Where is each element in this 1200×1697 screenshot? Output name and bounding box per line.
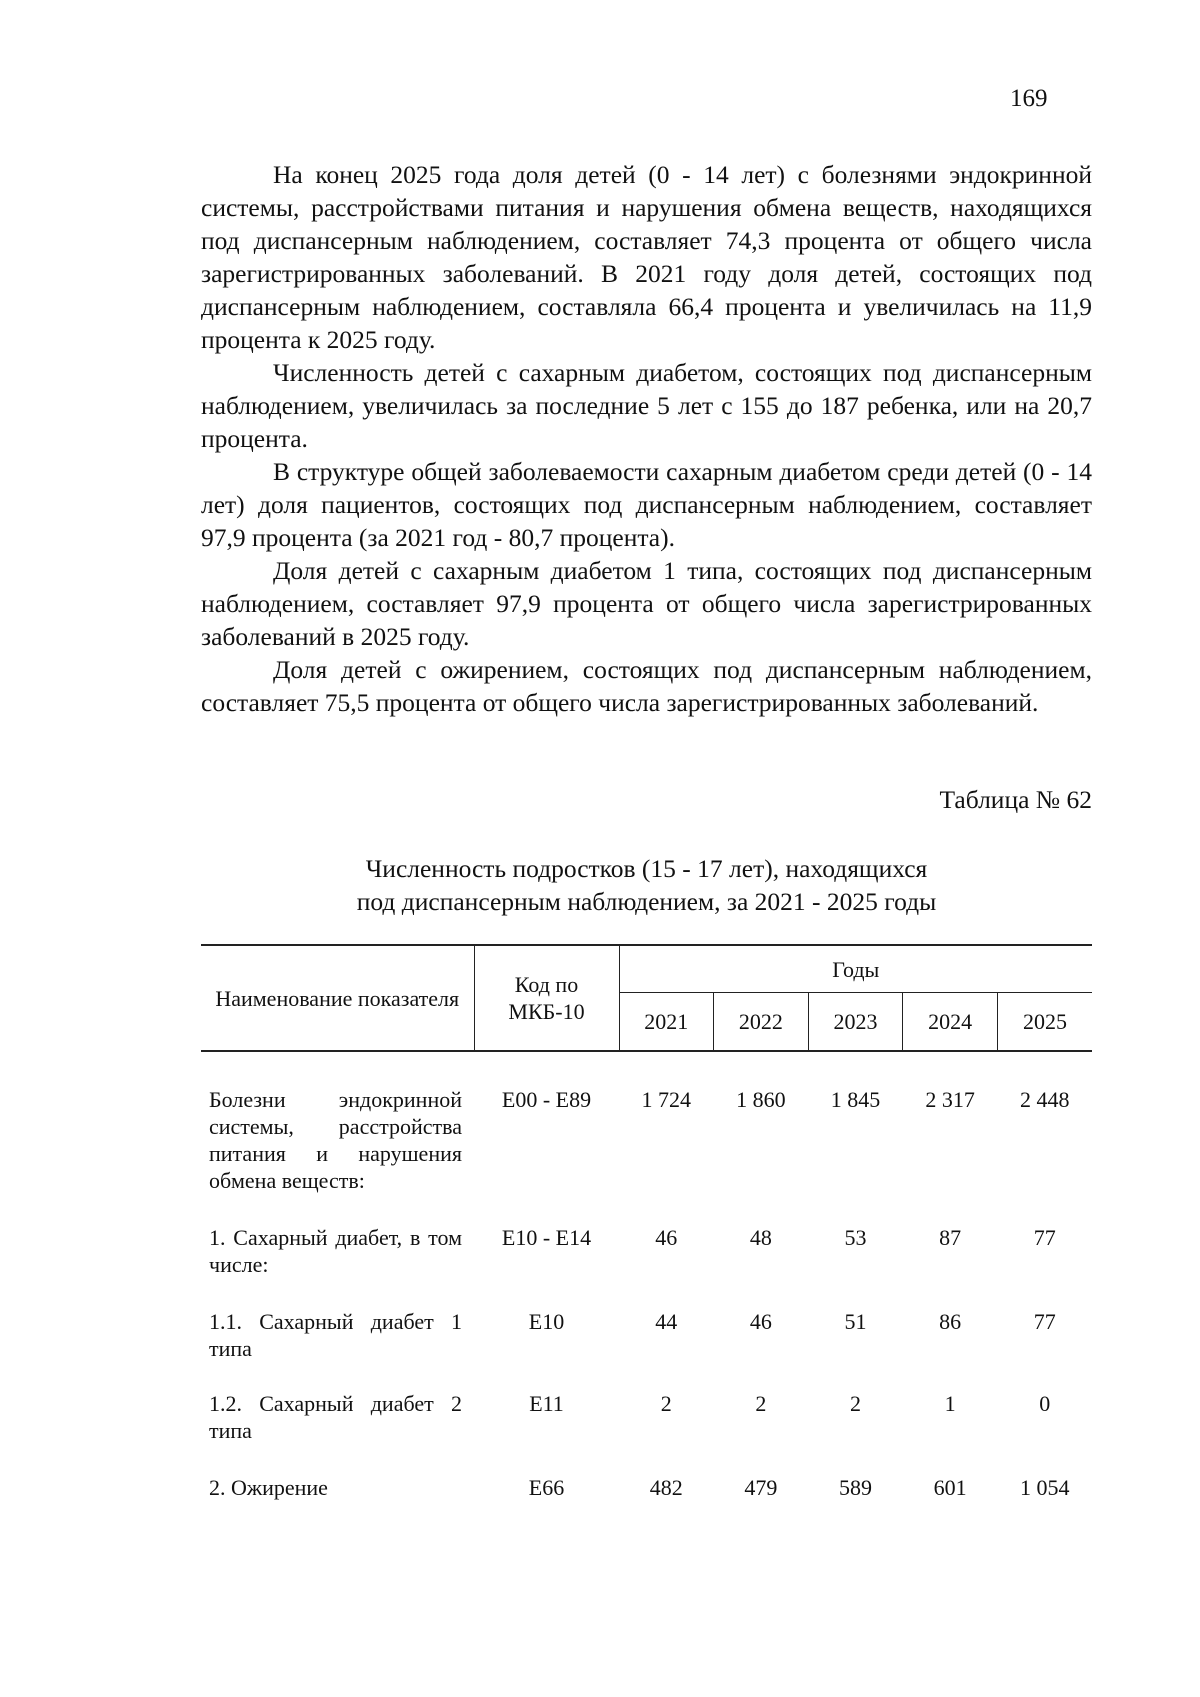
table-title-line: под диспансерным наблюдением, за 2021 - 2025 годы	[356, 887, 937, 916]
row-value: 46	[749, 1309, 772, 1334]
paragraph: В структуре общей заболеваемости сахарным диабетом среди детей (0 - 14 лет) доля пациентов, состоящих под диспансерным наблюдением, составляет 97,9 процента (за 2021 год - 80,7 процента).	[201, 457, 1092, 552]
row-value: 87	[939, 1225, 962, 1250]
row-code: E00 - E89	[501, 1087, 592, 1112]
header-year: 2024	[903, 993, 998, 1052]
table-row	[201, 1308, 1092, 1390]
header-year: 2021	[619, 993, 714, 1052]
row-value: 1 054	[1019, 1475, 1070, 1500]
table-row	[201, 1224, 1092, 1308]
row-name: 1.1. Сахарный диабет 1 типа	[209, 1309, 462, 1361]
row-name: 1. Сахарный диабет, в том числе:	[209, 1225, 462, 1277]
row-value: 2 317	[925, 1087, 975, 1112]
row-value: 2	[849, 1391, 861, 1416]
row-value: 1 860	[736, 1087, 786, 1112]
row-value: 589	[838, 1475, 872, 1500]
table-title	[201, 852, 1092, 918]
row-value: 77	[1033, 1309, 1056, 1334]
row-code: E66	[528, 1475, 565, 1500]
row-value: 44	[655, 1309, 678, 1334]
page-number: 169	[1010, 85, 1048, 112]
header-year: 2025	[997, 993, 1092, 1052]
header-year: 2023	[808, 993, 903, 1052]
row-value: 53	[844, 1225, 867, 1250]
row-value: 51	[844, 1309, 867, 1334]
row-value: 479	[744, 1475, 778, 1500]
paragraph: Доля детей с сахарным диабетом 1 типа, состоящих под диспансерным наблюдением, составляет 97,9 процента от общего числа зарегистрированных заболеваний в 2025 году.	[201, 556, 1092, 651]
row-name: 1.2. Сахарный диабет 2 типа	[209, 1391, 462, 1443]
row-name: 2. Ожирение	[209, 1475, 328, 1500]
row-value: 2 448	[1019, 1087, 1070, 1112]
row-code: E10	[528, 1309, 565, 1334]
table-body	[201, 1051, 1092, 1511]
row-value: 48	[749, 1225, 772, 1250]
header-year: 2022	[714, 993, 809, 1052]
header-name: Наименование показателя	[201, 945, 474, 1051]
row-name: Болезни эндокринной системы, расстройства питания и нарушения обмена веществ:	[209, 1087, 462, 1193]
body-text	[201, 158, 1092, 719]
table-row	[201, 1051, 1092, 1224]
row-value: 0	[1039, 1391, 1051, 1416]
table-header	[201, 945, 1092, 1051]
row-value: 601	[933, 1475, 967, 1500]
row-value: 2	[660, 1391, 672, 1416]
row-code: E10 - E14	[501, 1225, 592, 1250]
table-row	[201, 1474, 1092, 1511]
row-value: 2	[755, 1391, 767, 1416]
paragraph: Численность детей с сахарным диабетом, состоящих под диспансерным наблюдением, увеличилась за последние 5 лет с 155 до 187 ребенка, или на 20,7 процента.	[201, 358, 1092, 453]
paragraph: Доля детей с ожирением, состоящих под диспансерным наблюдением, составляет 75,5 процента от общего числа зарегистрированных заболеваний.	[201, 655, 1092, 717]
table-title-line: Численность подростков (15 - 17 лет), находящихся	[365, 854, 928, 883]
row-value: 1	[944, 1391, 956, 1416]
row-value: 1 724	[641, 1087, 692, 1112]
header-years-group: Годы	[619, 945, 1092, 993]
row-value: 46	[655, 1225, 678, 1250]
row-value: 482	[649, 1475, 683, 1500]
row-code: E11	[529, 1391, 564, 1416]
header-code: Код по МКБ-10	[474, 945, 619, 1051]
paragraph: На конец 2025 года доля детей (0 - 14 лет) с болезнями эндокринной системы, расстройствами питания и нарушения обмена веществ, находящихся под диспансерным наблюдением, составляет 74,3 процента от общего числа зарегистрированных заболеваний. В 2021 году доля детей, состоящих под диспансерным наблюдением, составляла 66,4 процента и увеличилась на 11,9 процента к 2025 году.	[201, 160, 1092, 354]
data-table	[201, 944, 1092, 1511]
row-value: 77	[1033, 1225, 1056, 1250]
table-row	[201, 1390, 1092, 1474]
row-value: 86	[939, 1309, 962, 1334]
table-label: Таблица № 62	[939, 785, 1092, 814]
row-value: 1 845	[830, 1087, 881, 1112]
